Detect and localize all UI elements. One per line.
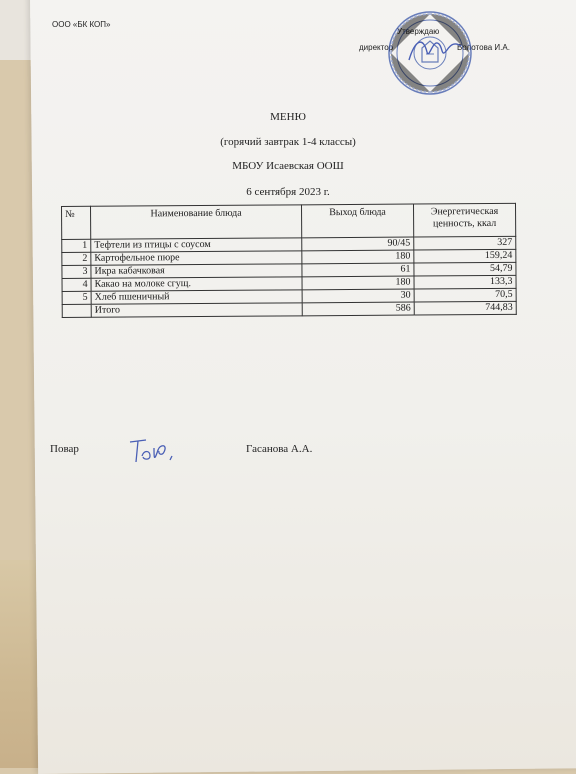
dish-energy: 54,79 — [414, 262, 516, 276]
row-number: 1 — [62, 239, 91, 252]
cook-signature-icon — [128, 436, 180, 466]
table-header-row — [62, 203, 516, 239]
dish-name: Тефтели из птицы с соусом — [91, 238, 302, 252]
approve-label: Утверждаю — [397, 27, 440, 36]
dish-name: Какао на молоке сгущ. — [91, 277, 302, 291]
header-no: № — [62, 206, 91, 239]
dish-energy: 70,5 — [414, 288, 516, 302]
meal-type: (горячий завтрак 1-4 классы) — [220, 136, 356, 148]
row-number: 5 — [62, 291, 91, 304]
school-name: МБОУ Исаевская ООШ — [232, 160, 344, 172]
menu-date: 6 сентября 2023 г. — [246, 186, 330, 198]
director-signature-icon — [405, 30, 465, 70]
dish-name: Хлеб пшеничный — [91, 290, 302, 304]
total-row — [62, 301, 516, 317]
header-output: Выход блюда — [301, 204, 413, 238]
dish-energy: 133,3 — [414, 275, 516, 289]
total-blank-cell — [62, 304, 91, 317]
dish-output: 61 — [302, 263, 414, 277]
cook-label: Повар — [50, 443, 79, 455]
header-energy: Энергетическая ценность, ккал — [413, 203, 515, 237]
row-number: 4 — [62, 278, 91, 291]
total-output: 586 — [302, 302, 414, 316]
menu-table — [61, 203, 517, 318]
dish-output: 180 — [302, 250, 414, 264]
organization-name: ООО «БК КОП» — [52, 20, 111, 29]
dish-name: Картофельное пюре — [91, 251, 302, 265]
total-label: Итого — [91, 303, 302, 317]
header-dish-name: Наименование блюда — [91, 205, 302, 239]
dish-energy: 159,24 — [414, 249, 516, 263]
dish-name: Икра кабачковая — [91, 264, 302, 278]
director-name: Болотова И.А. — [457, 43, 510, 52]
dish-output: 180 — [302, 276, 414, 290]
dish-output: 90/45 — [302, 237, 414, 251]
cook-name: Гасанова А.А. — [246, 443, 313, 455]
row-number: 3 — [62, 265, 91, 278]
director-label: директор — [359, 43, 394, 52]
dish-output: 30 — [302, 289, 414, 303]
document-title: МЕНЮ — [270, 111, 306, 123]
dish-energy: 327 — [414, 236, 516, 250]
total-energy: 744,83 — [414, 301, 516, 315]
row-number: 2 — [62, 252, 91, 265]
